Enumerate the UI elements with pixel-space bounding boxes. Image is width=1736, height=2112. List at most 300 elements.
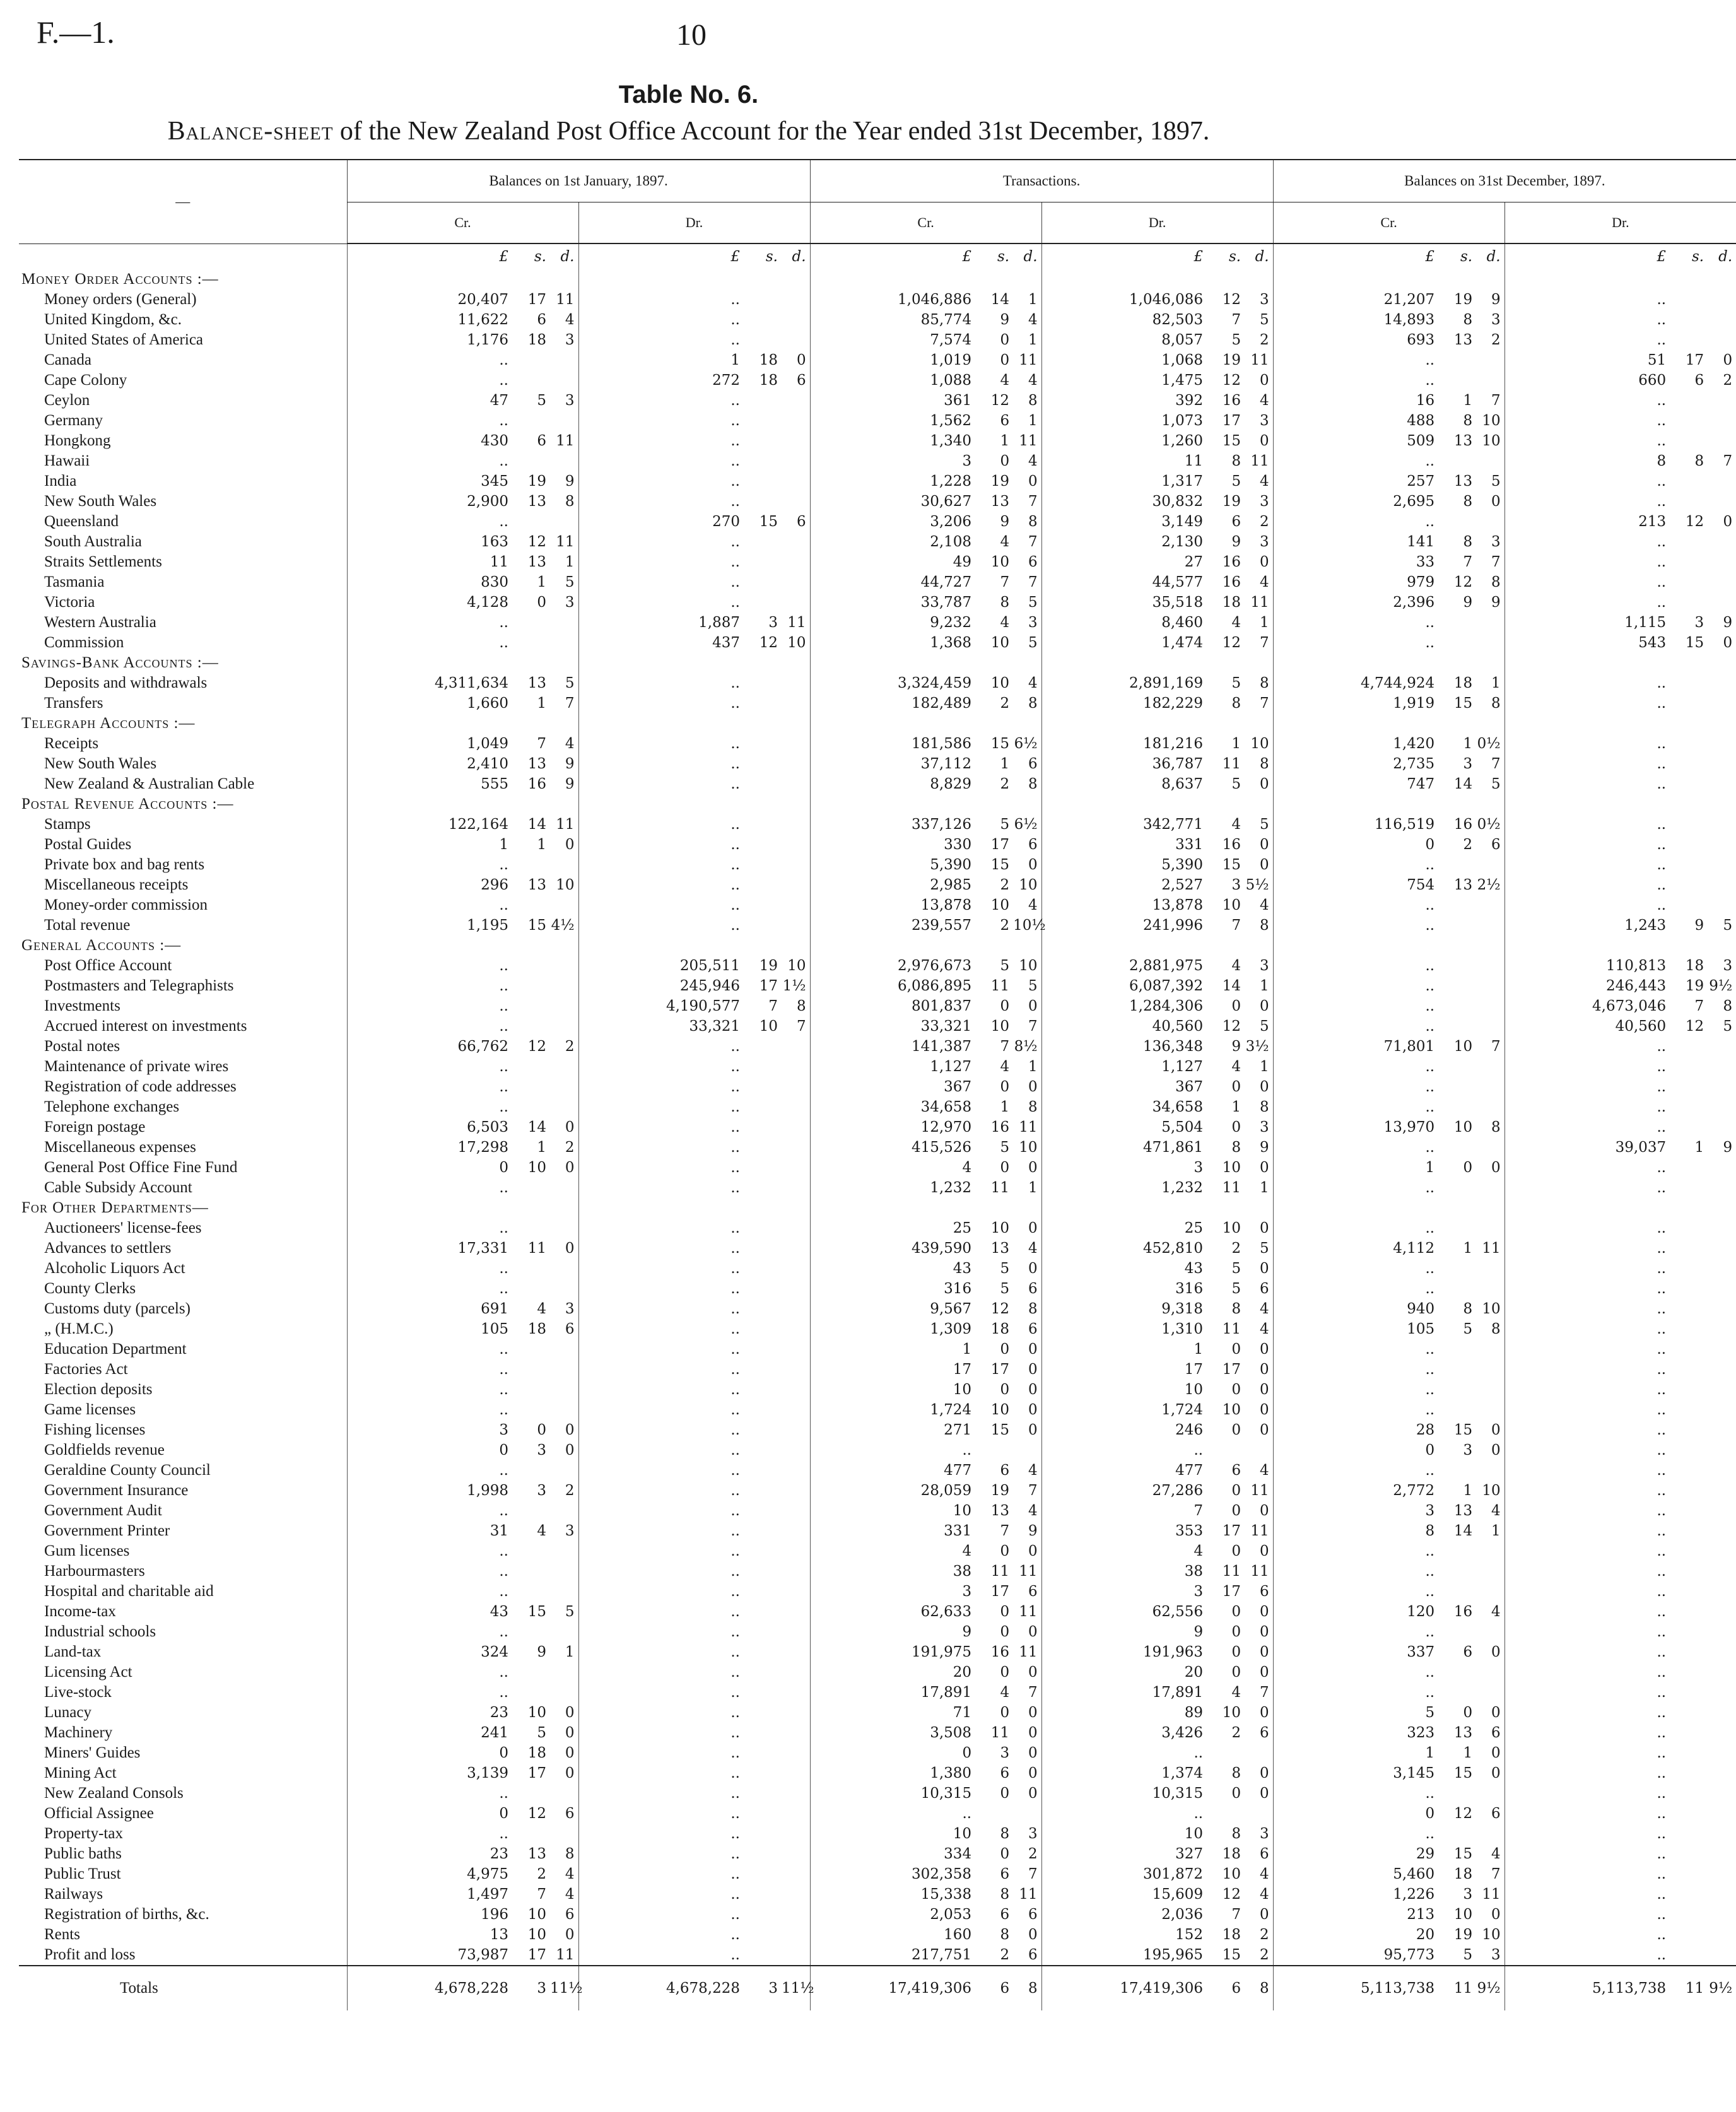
cell-closing-dr-shillings (1670, 1541, 1708, 1561)
cell-closing-dr-pounds: 1,115 (1504, 613, 1670, 633)
cell-transactions-dr-shillings: 17 (1222, 1361, 1241, 1378)
cell-opening-cr-pounds: 0 (347, 1158, 512, 1178)
cell-transactions-dr-pence: 11 (1250, 594, 1269, 611)
cell-closing-dr-shillings (1670, 1925, 1708, 1945)
table-row (19, 1359, 1736, 1380)
cell-transactions-cr-pounds: 160 (810, 1925, 975, 1945)
unit-pound: £ (1504, 243, 1670, 269)
cell-transactions-dr-pounds: 43 (1041, 1258, 1207, 1279)
cell-opening-cr-pence (550, 370, 578, 390)
cell-opening-cr-shillings (512, 512, 550, 532)
empty-cell (1504, 269, 1670, 290)
cell-transactions-dr-shillings: 4 (1231, 816, 1241, 833)
cell-transactions-dr-pounds: 17,419,306 (1041, 1966, 1207, 2010)
cell-opening-cr-pence: 0 (565, 1159, 575, 1176)
cell-transactions-dr-shillings: 0 (1231, 998, 1241, 1014)
empty-cell (1504, 713, 1670, 734)
empty-cell (512, 713, 550, 734)
cell-opening-dr-shillings (744, 1178, 782, 1198)
cell-opening-dr-pence: 11½ (782, 1966, 810, 2010)
header-dr: Dr. (1041, 202, 1273, 244)
cell-transactions-cr-pence: 0 (1028, 1361, 1038, 1378)
cell-closing-dr-pounds: .. (1504, 1077, 1670, 1097)
cell-opening-dr-shillings (744, 1884, 782, 1904)
cell-transactions-cr-pounds: 302,358 (810, 1864, 975, 1884)
cell-opening-dr-pounds: .. (578, 1642, 744, 1662)
empty-cell (512, 794, 550, 814)
cell-transactions-dr-shillings: 0 (1231, 1382, 1241, 1398)
cell-transactions-cr-pence: 0 (1028, 1402, 1038, 1418)
unit-shilling: s. (1228, 249, 1241, 265)
cell-transactions-dr-pence: 0 (1259, 1644, 1269, 1660)
account-label: Tasmania (44, 573, 105, 590)
cell-opening-dr-pounds: .. (578, 895, 744, 915)
cell-closing-cr-pounds: .. (1273, 1541, 1438, 1561)
cell-opening-cr-pounds: 1,049 (347, 734, 512, 754)
cell-opening-cr-pounds: 23 (347, 1844, 512, 1864)
account-label: Rents (44, 1926, 80, 1943)
cell-opening-cr-shillings (512, 1218, 550, 1238)
cell-opening-cr-pounds: .. (347, 1359, 512, 1380)
cell-closing-cr-shillings (1438, 855, 1476, 875)
table-row (19, 1622, 1736, 1642)
cell-closing-dr-shillings (1670, 290, 1708, 310)
empty-cell (1504, 794, 1670, 814)
cell-opening-dr-pounds: .. (578, 411, 744, 431)
table-row (19, 572, 1736, 592)
cell-transactions-cr-shillings: 3 (1000, 1745, 1010, 1761)
cell-transactions-cr-shillings: 8 (1000, 1886, 1010, 1903)
cell-transactions-dr-pounds: 392 (1041, 390, 1207, 411)
cell-transactions-dr-shillings: 7 (1231, 1906, 1241, 1923)
cell-opening-dr-pence (782, 895, 810, 915)
cell-opening-dr-shillings (744, 1238, 782, 1258)
table-row (19, 592, 1736, 613)
cell-opening-cr-pounds: 11 (347, 552, 512, 572)
cell-opening-dr-pence (782, 1339, 810, 1359)
cell-closing-dr-pence (1708, 310, 1736, 330)
cell-closing-cr-pence: 5 (1491, 473, 1501, 490)
cell-transactions-cr-shillings: 1 (1000, 756, 1010, 772)
cell-opening-cr-pence (550, 1662, 578, 1682)
cell-opening-dr-pounds: 33,321 (578, 1016, 744, 1036)
cell-transactions-dr-shillings: 10 (1222, 1402, 1241, 1418)
cell-opening-cr-shillings (512, 1380, 550, 1400)
cell-opening-cr-pounds: 73,987 (347, 1945, 512, 1966)
empty-cell (1013, 713, 1041, 734)
cell-closing-dr-pence (1708, 1743, 1736, 1763)
cell-opening-cr-pounds: 11,622 (347, 310, 512, 330)
cell-transactions-cr-shillings: 9 (1000, 513, 1010, 530)
cell-opening-cr-pounds: 830 (347, 572, 512, 592)
cell-opening-cr-pounds: 3,139 (347, 1763, 512, 1783)
cell-closing-cr-pounds: 5,460 (1273, 1864, 1438, 1884)
cell-opening-dr-shillings (744, 1925, 782, 1945)
cell-opening-cr-shillings: 6 (537, 433, 546, 449)
account-label: Maintenance of private wires (44, 1058, 229, 1075)
empty-cell (1013, 269, 1041, 290)
unit-shilling: s. (1460, 249, 1473, 265)
cell-transactions-cr-shillings: 16 (990, 1644, 1010, 1660)
cell-closing-dr-pence (1708, 1662, 1736, 1682)
empty-cell (512, 1198, 550, 1218)
cell-opening-dr-shillings (744, 1137, 782, 1158)
cell-opening-dr-shillings: 10 (759, 1018, 778, 1035)
cell-transactions-dr-shillings: 0 (1231, 1119, 1241, 1135)
cell-closing-dr-pounds: 543 (1504, 633, 1670, 653)
table-row (19, 1501, 1736, 1521)
cell-closing-cr-pence: 0 (1491, 1745, 1501, 1761)
cell-opening-cr-shillings (512, 855, 550, 875)
cell-closing-dr-shillings (1670, 431, 1708, 451)
cell-transactions-dr-pence: 5 (1259, 1018, 1269, 1035)
cell-opening-dr-pounds: 270 (578, 512, 744, 532)
cell-closing-dr-pence (1708, 1844, 1736, 1864)
cell-closing-dr-pence: 0 (1723, 513, 1733, 530)
table-row (19, 1925, 1736, 1945)
empty-cell (975, 794, 1013, 814)
cell-transactions-cr-pence: 5 (1028, 594, 1038, 611)
cell-opening-dr-pence (782, 1743, 810, 1763)
cell-opening-cr-pence: 2 (565, 1139, 575, 1156)
cell-transactions-cr-pounds: 10 (810, 1501, 975, 1521)
cell-closing-dr-pounds: .. (1504, 1642, 1670, 1662)
empty-cell (550, 1198, 578, 1218)
cell-transactions-dr-pounds: 342,771 (1041, 814, 1207, 835)
cell-transactions-dr-pence: 6 (1259, 1725, 1269, 1741)
cell-closing-cr-pence: 4 (1491, 1604, 1501, 1620)
cell-closing-cr-pounds: 0 (1273, 1440, 1438, 1460)
cell-transactions-dr-shillings: 10 (1222, 897, 1241, 913)
account-label: Postal notes (44, 1038, 120, 1055)
empty-cell (1708, 1198, 1736, 1218)
cell-closing-cr-shillings: 0 (1463, 1704, 1473, 1721)
cell-transactions-cr-pence: 0 (1028, 1664, 1038, 1681)
cell-opening-dr-pounds: 1,887 (578, 613, 744, 633)
table-row (19, 1440, 1736, 1460)
cell-closing-dr-shillings (1670, 1218, 1708, 1238)
cell-closing-dr-shillings (1670, 1945, 1708, 1966)
cell-opening-dr-pounds: .. (578, 552, 744, 572)
cell-opening-cr-shillings: 2 (537, 1866, 546, 1882)
empty-cell (1708, 269, 1736, 290)
empty-cell (744, 713, 782, 734)
cell-closing-cr-shillings (1438, 1460, 1476, 1481)
table-row (19, 1945, 1736, 1966)
empty-cell (810, 653, 975, 673)
empty-cell (1504, 1198, 1670, 1218)
cell-closing-dr-shillings (1670, 592, 1708, 613)
cell-transactions-cr-shillings: 0 (1000, 1624, 1010, 1640)
table-row (19, 673, 1736, 693)
cell-opening-cr-pence (550, 1097, 578, 1117)
cell-opening-dr-shillings (744, 1804, 782, 1824)
account-label: Queensland (44, 513, 119, 530)
cell-closing-dr-pence (1708, 1642, 1736, 1662)
account-label: Registration of births, &c. (44, 1906, 209, 1923)
cell-opening-dr-pence (782, 1440, 810, 1460)
table-row (19, 1743, 1736, 1763)
cell-opening-cr-shillings (512, 1359, 550, 1380)
account-label: Stamps (44, 816, 91, 833)
cell-opening-dr-pence (782, 1642, 810, 1662)
group-header-opening: Balances on 1st January, 1897. (347, 160, 810, 202)
cell-closing-cr-pounds: .. (1273, 1783, 1438, 1804)
account-label: Postal Guides (44, 836, 132, 853)
cell-transactions-dr-pence: 8 (1259, 917, 1269, 934)
cell-transactions-dr-shillings: 6 (1207, 1966, 1245, 2010)
cell-transactions-cr-shillings: 0 (1000, 352, 1010, 368)
cell-opening-cr-pence (550, 996, 578, 1016)
cell-closing-dr-shillings (1670, 572, 1708, 592)
table-row (19, 1420, 1736, 1440)
cell-transactions-dr-pounds: 13,878 (1041, 895, 1207, 915)
cell-transactions-dr-pence: 7 (1259, 635, 1269, 651)
cell-opening-dr-pounds: 4,190,577 (578, 996, 744, 1016)
cell-transactions-dr-shillings (1207, 1743, 1245, 1763)
account-label: Deposits and withdrawals (44, 674, 208, 691)
cell-transactions-cr-pence: 4 (1028, 372, 1038, 389)
cell-transactions-dr-pence: 0 (1259, 776, 1269, 792)
cell-transactions-cr-shillings: 0 (1000, 1543, 1010, 1559)
cell-closing-cr-pence (1476, 1682, 1504, 1703)
cell-closing-dr-shillings (1670, 1460, 1708, 1481)
table-row (19, 1158, 1736, 1178)
cell-opening-dr-shillings (744, 875, 782, 895)
empty-cell (347, 269, 512, 290)
cell-closing-dr-shillings (1670, 1279, 1708, 1299)
cell-closing-cr-pence (1476, 1077, 1504, 1097)
cell-closing-dr-pence (1708, 1763, 1736, 1783)
section-label: General Accounts :— (21, 937, 182, 954)
cell-closing-dr-pounds: .. (1504, 1925, 1670, 1945)
cell-opening-cr-shillings: 1 (537, 836, 546, 853)
cell-transactions-dr-pounds: 152 (1041, 1925, 1207, 1945)
cell-closing-dr-shillings: 3 (1694, 614, 1704, 631)
cell-closing-cr-pence: 10 (1482, 1927, 1501, 1943)
cell-opening-dr-shillings (744, 290, 782, 310)
cell-transactions-cr-pence: 6½ (1014, 816, 1038, 833)
cell-closing-cr-shillings: 8 (1463, 312, 1473, 328)
cell-closing-dr-pence (1708, 1158, 1736, 1178)
cell-opening-dr-pence (782, 1864, 810, 1884)
table-row (19, 1218, 1736, 1238)
cell-opening-cr-pounds: .. (347, 1380, 512, 1400)
cell-opening-cr-pounds: .. (347, 1460, 512, 1481)
cell-opening-cr-pence: 5 (565, 1604, 575, 1620)
cell-opening-dr-shillings (744, 1541, 782, 1561)
cell-transactions-cr-pence: 0 (1028, 1382, 1038, 1398)
cell-closing-dr-pounds: .. (1504, 1824, 1670, 1844)
cell-transactions-dr-pounds: 2,881,975 (1041, 956, 1207, 976)
cell-transactions-cr-shillings: 0 (1000, 1341, 1010, 1358)
empty-cell (782, 269, 810, 290)
cell-opening-cr-pounds: .. (347, 1258, 512, 1279)
cell-opening-cr-pence (550, 411, 578, 431)
empty-cell (1670, 1198, 1708, 1218)
cell-transactions-cr-shillings: 15 (990, 857, 1010, 873)
cell-opening-cr-shillings (512, 1258, 550, 1279)
cell-transactions-cr-shillings: 5 (1000, 1139, 1010, 1156)
cell-transactions-cr-pence: 1 (1028, 1059, 1038, 1075)
cell-closing-dr-shillings: 6 (1694, 372, 1704, 389)
cell-opening-dr-pence (782, 1279, 810, 1299)
cell-closing-cr-shillings (1438, 451, 1476, 471)
cell-transactions-dr-pence: 2 (1259, 332, 1269, 348)
cell-opening-dr-shillings (744, 390, 782, 411)
account-label: Mining Act (44, 1764, 117, 1781)
cell-opening-cr-pounds: .. (347, 512, 512, 532)
cell-opening-dr-pounds: .. (578, 1763, 744, 1783)
cell-closing-dr-pence (1708, 1561, 1736, 1581)
cell-closing-cr-pounds: .. (1273, 1258, 1438, 1279)
empty-cell (1670, 936, 1708, 956)
cell-opening-cr-shillings: 5 (537, 1725, 546, 1741)
cell-opening-cr-shillings: 13 (527, 675, 546, 691)
cell-transactions-cr-pounds: 1,232 (810, 1178, 975, 1198)
cell-closing-dr-shillings (1670, 1581, 1708, 1602)
cell-transactions-dr-shillings: 0 (1231, 1079, 1241, 1095)
cell-closing-cr-pence: 0½ (1477, 736, 1501, 752)
cell-closing-cr-pence: 0 (1491, 1159, 1501, 1176)
cell-closing-cr-shillings: 18 (1453, 675, 1473, 691)
cell-opening-dr-pence (782, 1158, 810, 1178)
cell-transactions-cr-shillings: 0 (1000, 1664, 1010, 1681)
group-header-closing: Balances on 31st December, 1897. (1273, 160, 1736, 202)
table-row (19, 431, 1736, 451)
cell-transactions-dr-pounds: 1,310 (1041, 1319, 1207, 1339)
cell-transactions-cr-shillings: 6 (1000, 1866, 1010, 1882)
cell-opening-cr-shillings: 1 (537, 695, 546, 712)
cell-transactions-cr-pounds: 0 (810, 1743, 975, 1763)
cell-transactions-dr-pence (1245, 1804, 1273, 1824)
cell-closing-dr-pounds: .. (1504, 1178, 1670, 1198)
cell-opening-cr-pounds: 13 (347, 1925, 512, 1945)
cell-opening-cr-pounds: 4,678,228 (347, 1966, 512, 2010)
totals-label: Totals (19, 1966, 347, 2010)
cell-opening-cr-pence: 0 (565, 1745, 575, 1761)
cell-closing-cr-pence: 8 (1491, 1119, 1501, 1135)
cell-closing-dr-pounds: .. (1504, 592, 1670, 613)
table-row (19, 1864, 1736, 1884)
cell-transactions-cr-pence: 7 (1028, 493, 1038, 510)
cell-closing-dr-shillings (1670, 1420, 1708, 1440)
cell-opening-cr-shillings (512, 1824, 550, 1844)
table-row (19, 411, 1736, 431)
cell-transactions-cr-pounds: 10 (810, 1824, 975, 1844)
cell-transactions-cr-pence: 0 (1028, 1079, 1038, 1095)
cell-opening-dr-shillings (744, 1440, 782, 1460)
cell-opening-cr-pounds: 0 (347, 1743, 512, 1763)
cell-opening-cr-pence (550, 1016, 578, 1036)
cell-opening-dr-pounds: .. (578, 1218, 744, 1238)
cell-opening-cr-pence (550, 895, 578, 915)
cell-closing-dr-pounds: 246,443 (1504, 976, 1670, 996)
cell-opening-cr-pounds: .. (347, 1824, 512, 1844)
empty-cell (1013, 794, 1041, 814)
table-row (19, 754, 1736, 774)
cell-closing-dr-pence (1708, 693, 1736, 713)
account-label: Public baths (44, 1845, 122, 1862)
cell-closing-dr-pence (1708, 1077, 1736, 1097)
cell-opening-cr-pounds: 17,298 (347, 1137, 512, 1158)
cell-transactions-dr-pounds: 191,963 (1041, 1642, 1207, 1662)
account-label: Railways (44, 1886, 103, 1903)
cell-closing-cr-pence (1476, 1380, 1504, 1400)
cell-opening-cr-shillings: 6 (537, 312, 546, 328)
cell-transactions-dr-pounds: 1,374 (1041, 1763, 1207, 1783)
account-label: United Kingdom, &c. (44, 311, 182, 328)
cell-transactions-cr-pounds: 3,324,459 (810, 673, 975, 693)
cell-closing-cr-pounds: 20 (1273, 1925, 1438, 1945)
cell-closing-cr-shillings (1438, 1279, 1476, 1299)
cell-transactions-dr-shillings: 10 (1222, 1704, 1241, 1721)
cell-opening-dr-pounds: .. (578, 1864, 744, 1884)
cell-transactions-dr-shillings: 4 (1231, 1684, 1241, 1701)
cell-closing-dr-shillings (1670, 754, 1708, 774)
cell-closing-cr-shillings: 13 (1453, 1725, 1473, 1741)
cell-opening-cr-shillings: 10 (527, 1927, 546, 1943)
cell-closing-dr-pence (1708, 572, 1736, 592)
cell-transactions-cr-pounds: 1,724 (810, 1400, 975, 1420)
table-row (19, 350, 1736, 370)
cell-transactions-dr-shillings: 8 (1231, 453, 1241, 469)
cell-transactions-dr-pence: 4 (1259, 574, 1269, 590)
cell-opening-dr-pounds: .. (578, 1884, 744, 1904)
cell-transactions-cr-shillings: 11 (990, 1180, 1010, 1196)
cell-opening-cr-pounds: 47 (347, 390, 512, 411)
cell-transactions-dr-pence: 0 (1259, 1765, 1269, 1781)
cell-closing-dr-shillings (1670, 895, 1708, 915)
cell-opening-dr-pounds: .. (578, 1723, 744, 1743)
cell-opening-cr-pounds: 555 (347, 774, 512, 794)
unit-pound: £ (810, 243, 975, 269)
cell-closing-dr-pounds: .. (1504, 491, 1670, 512)
cell-transactions-dr-shillings: 17 (1222, 413, 1241, 429)
cell-transactions-dr-shillings: 10 (1222, 1220, 1241, 1236)
cell-opening-cr-shillings: 13 (527, 756, 546, 772)
cell-opening-dr-shillings (744, 1723, 782, 1743)
cell-closing-cr-shillings: 18 (1453, 1866, 1473, 1882)
cell-closing-cr-shillings: 9 (1463, 594, 1473, 611)
cell-closing-dr-pounds: .. (1504, 673, 1670, 693)
cell-transactions-cr-pence: 4 (1028, 1503, 1038, 1519)
empty-cell (810, 936, 975, 956)
cell-closing-cr-pence (1476, 1097, 1504, 1117)
cell-closing-dr-pence (1708, 1682, 1736, 1703)
cell-transactions-cr-pence: 6 (1028, 554, 1038, 570)
account-label: General Post Office Fine Fund (44, 1159, 238, 1176)
cell-closing-dr-pence (1708, 1460, 1736, 1481)
empty-cell (975, 1198, 1013, 1218)
cell-opening-dr-pounds: .. (578, 1622, 744, 1642)
cell-closing-dr-pence (1708, 1117, 1736, 1137)
cell-closing-dr-pounds: .. (1504, 532, 1670, 552)
cell-opening-dr-pence (782, 532, 810, 552)
cell-opening-dr-shillings: 3 (768, 614, 778, 631)
cell-closing-cr-shillings: 3 (1463, 1886, 1473, 1903)
cell-closing-cr-pounds: 693 (1273, 330, 1438, 350)
cell-closing-dr-pounds: .. (1504, 1945, 1670, 1966)
cell-opening-dr-pounds: .. (578, 1743, 744, 1763)
cell-closing-cr-pounds: 4,744,924 (1273, 673, 1438, 693)
cell-transactions-dr-shillings: 0 (1231, 1785, 1241, 1802)
cell-opening-cr-pence (550, 1824, 578, 1844)
cell-transactions-dr-pence: 5 (1259, 1240, 1269, 1257)
cell-closing-cr-shillings: 8 (1463, 493, 1473, 510)
empty-cell (1438, 794, 1476, 814)
cell-opening-dr-pence (782, 1238, 810, 1258)
